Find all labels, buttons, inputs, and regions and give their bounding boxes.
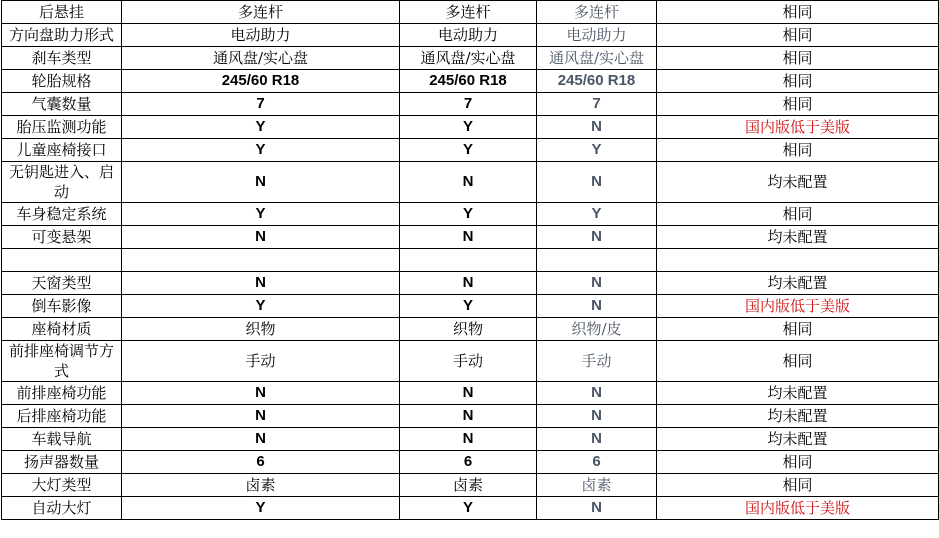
table-row (2, 162, 939, 203)
comparison-note-cell: 均未配置 (657, 162, 939, 203)
value-cell-col2: N (400, 162, 537, 203)
value-cell-col3: 通风盘/实心盘 (537, 47, 657, 70)
spec-label-cell: 气囊数量 (2, 93, 122, 116)
value-cell-col3: N (537, 272, 657, 295)
spec-label-cell: 车载导航 (2, 428, 122, 451)
spec-label-cell: 扬声器数量 (2, 451, 122, 474)
comparison-note-cell: 均未配置 (657, 405, 939, 428)
value-cell-col3 (537, 249, 657, 272)
value-cell-col2 (400, 249, 537, 272)
spec-label-cell: 刹车类型 (2, 47, 122, 70)
value-cell-col3: 多连杆 (537, 1, 657, 24)
value-cell-col3: N (537, 428, 657, 451)
comparison-note-cell: 相同 (657, 451, 939, 474)
comparison-note-cell: 相同 (657, 139, 939, 162)
value-cell-col1: N (122, 226, 400, 249)
value-cell-col1: Y (122, 203, 400, 226)
value-cell-col3: N (537, 116, 657, 139)
value-cell-col2: 多连杆 (400, 1, 537, 24)
table-row (2, 272, 939, 295)
value-cell-col3: 7 (537, 93, 657, 116)
comparison-note-cell: 相同 (657, 318, 939, 341)
table-row (2, 1, 939, 24)
spec-label-cell: 前排座椅调节方式 (2, 341, 122, 382)
table-row (2, 405, 939, 428)
value-cell-col2: N (400, 428, 537, 451)
value-cell-col2: Y (400, 139, 537, 162)
value-cell-col2: Y (400, 116, 537, 139)
table-row (2, 70, 939, 93)
value-cell-col1: 卤素 (122, 474, 400, 497)
value-cell-col3: N (537, 226, 657, 249)
value-cell-col1: N (122, 272, 400, 295)
value-cell-col1: 多连杆 (122, 1, 400, 24)
comparison-note-cell: 相同 (657, 1, 939, 24)
table-row (2, 382, 939, 405)
spec-comparison-table (1, 0, 939, 520)
comparison-note-cell: 均未配置 (657, 382, 939, 405)
value-cell-col1: 手动 (122, 341, 400, 382)
value-cell-col2: 织物 (400, 318, 537, 341)
value-cell-col1: N (122, 405, 400, 428)
spec-label-cell: 前排座椅功能 (2, 382, 122, 405)
table-row (2, 474, 939, 497)
table-row (2, 203, 939, 226)
value-cell-col1: 7 (122, 93, 400, 116)
value-cell-col2: 卤素 (400, 474, 537, 497)
spec-label-cell: 天窗类型 (2, 272, 122, 295)
spec-label-cell: 方向盘助力形式 (2, 24, 122, 47)
value-cell-col1: Y (122, 116, 400, 139)
value-cell-col1: 电动助力 (122, 24, 400, 47)
value-cell-col2: Y (400, 203, 537, 226)
spec-label-cell: 轮胎规格 (2, 70, 122, 93)
table-row (2, 295, 939, 318)
comparison-note-cell: 国内版低于美版 (657, 295, 939, 318)
value-cell-col1: N (122, 162, 400, 203)
comparison-note-cell: 均未配置 (657, 428, 939, 451)
table-row (2, 139, 939, 162)
table-row (2, 116, 939, 139)
spec-label-cell: 可变悬架 (2, 226, 122, 249)
spec-label-cell: 车身稳定系统 (2, 203, 122, 226)
table-row (2, 341, 939, 382)
value-cell-col1: 245/60 R18 (122, 70, 400, 93)
value-cell-col3: Y (537, 139, 657, 162)
spec-label-cell: 后悬挂 (2, 1, 122, 24)
comparison-note-cell: 相同 (657, 70, 939, 93)
value-cell-col2: Y (400, 295, 537, 318)
value-cell-col1: Y (122, 497, 400, 520)
table-row (2, 318, 939, 341)
value-cell-col3: N (537, 295, 657, 318)
value-cell-col1: Y (122, 295, 400, 318)
comparison-note-cell: 相同 (657, 47, 939, 70)
value-cell-col2: 手动 (400, 341, 537, 382)
spec-label-cell: 儿童座椅接口 (2, 139, 122, 162)
value-cell-col3: N (537, 405, 657, 428)
spec-label-cell: 后排座椅功能 (2, 405, 122, 428)
comparison-note-cell: 均未配置 (657, 272, 939, 295)
spec-label-cell: 大灯类型 (2, 474, 122, 497)
value-cell-col1: 织物 (122, 318, 400, 341)
value-cell-col2: N (400, 382, 537, 405)
spec-label-cell: 自动大灯 (2, 497, 122, 520)
value-cell-col2: 245/60 R18 (400, 70, 537, 93)
value-cell-col1: Y (122, 139, 400, 162)
table-row (2, 451, 939, 474)
value-cell-col2: N (400, 226, 537, 249)
value-cell-col3: 织物/皮 (537, 318, 657, 341)
table-row (2, 249, 939, 272)
table-row (2, 428, 939, 451)
value-cell-col1 (122, 249, 400, 272)
comparison-note-cell: 国内版低于美版 (657, 116, 939, 139)
value-cell-col2: 6 (400, 451, 537, 474)
value-cell-col3: N (537, 382, 657, 405)
value-cell-col1: 通风盘/实心盘 (122, 47, 400, 70)
spec-table-body (2, 1, 939, 520)
table-row (2, 24, 939, 47)
value-cell-col1: 6 (122, 451, 400, 474)
value-cell-col3: 手动 (537, 341, 657, 382)
spec-label-cell: 座椅材质 (2, 318, 122, 341)
table-row (2, 47, 939, 70)
value-cell-col1: N (122, 428, 400, 451)
value-cell-col2: N (400, 405, 537, 428)
value-cell-col3: N (537, 497, 657, 520)
table-row (2, 226, 939, 249)
spec-label-cell: 胎压监测功能 (2, 116, 122, 139)
spec-label-cell: 无钥匙进入、启动 (2, 162, 122, 203)
comparison-note-cell: 相同 (657, 474, 939, 497)
table-row (2, 497, 939, 520)
value-cell-col2: Y (400, 497, 537, 520)
value-cell-col3: 245/60 R18 (537, 70, 657, 93)
comparison-note-cell: 均未配置 (657, 226, 939, 249)
comparison-note-cell: 相同 (657, 93, 939, 116)
comparison-note-cell: 相同 (657, 341, 939, 382)
comparison-note-cell: 国内版低于美版 (657, 497, 939, 520)
spec-label-cell (2, 249, 122, 272)
comparison-note-cell: 相同 (657, 203, 939, 226)
value-cell-col2: 电动助力 (400, 24, 537, 47)
value-cell-col3: N (537, 162, 657, 203)
value-cell-col3: Y (537, 203, 657, 226)
comparison-note-cell (657, 249, 939, 272)
value-cell-col3: 卤素 (537, 474, 657, 497)
value-cell-col1: N (122, 382, 400, 405)
value-cell-col3: 电动助力 (537, 24, 657, 47)
spec-label-cell: 倒车影像 (2, 295, 122, 318)
value-cell-col2: 通风盘/实心盘 (400, 47, 537, 70)
value-cell-col2: N (400, 272, 537, 295)
comparison-note-cell: 相同 (657, 24, 939, 47)
table-row (2, 93, 939, 116)
value-cell-col2: 7 (400, 93, 537, 116)
value-cell-col3: 6 (537, 451, 657, 474)
